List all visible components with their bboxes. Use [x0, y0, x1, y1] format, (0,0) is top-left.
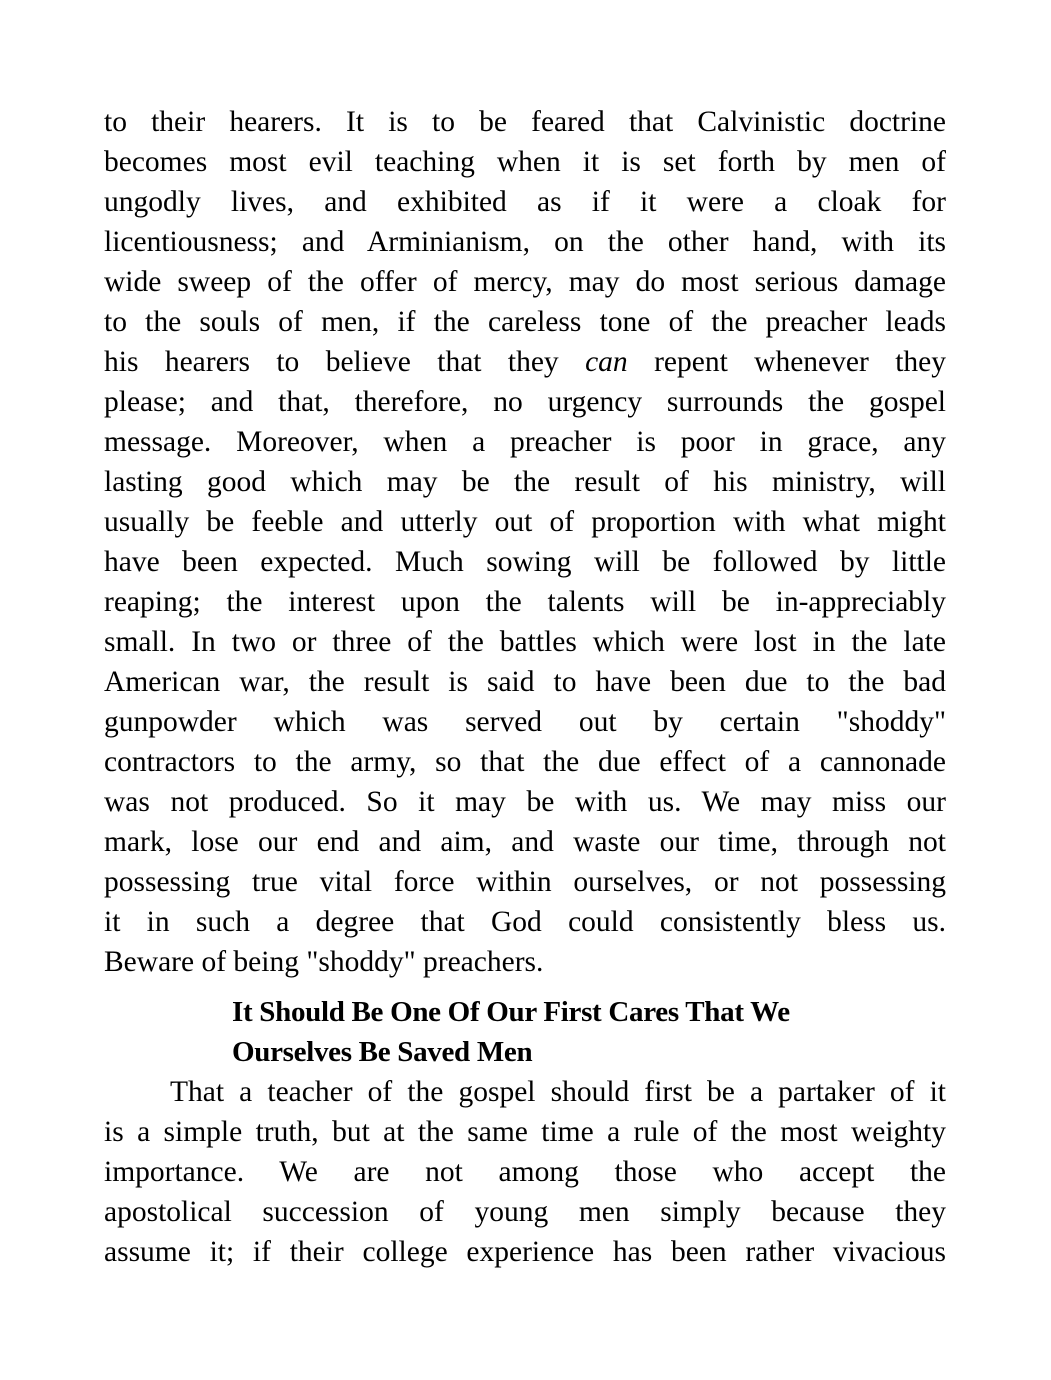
text-line: to their hearers. It is to be feared that Calvinistic doctrine — [104, 106, 946, 138]
text-line: lasting good which may be the result of his ministry, will — [104, 466, 946, 498]
text-line: have been expected. Much sowing will be followed by little — [104, 546, 946, 578]
text-line: Beware of being "shoddy" preachers. — [104, 946, 544, 978]
text-segment: his hearers to believe that they — [104, 346, 586, 378]
text-segment: repent whenever they — [627, 346, 946, 378]
page-body — [104, 102, 946, 1272]
paragraph-1 — [104, 102, 946, 982]
text-line: was not produced. So it may be with us. We may miss our — [104, 786, 946, 818]
text-line — [104, 342, 946, 382]
text-line: apostolical succession of young men simply because they — [104, 1196, 946, 1228]
text-line: American war, the result is said to have been due to the bad — [104, 666, 946, 698]
text-line: possessing true vital force within ourselves, or not possessing — [104, 866, 946, 898]
text-line: ungodly lives, and exhibited as if it were a cloak for — [104, 186, 946, 218]
text-line: is a simple truth, but at the same time a rule of the most weighty — [104, 1116, 946, 1148]
text-line: contractors to the army, so that the due effect of a cannonade — [104, 746, 946, 778]
text-line: becomes most evil teaching when it is set forth by men of — [104, 146, 946, 178]
text-line: wide sweep of the offer of mercy, may do most serious damage — [104, 266, 946, 298]
text-line: please; and that, therefore, no urgency surrounds the gospel — [104, 386, 946, 418]
paragraph-2 — [104, 1072, 946, 1272]
text-line: licentiousness; and Arminianism, on the other hand, with its — [104, 226, 946, 258]
heading-line: It Should Be One Of Our First Cares That We — [232, 996, 790, 1028]
text-line: usually be feeble and utterly out of proportion with what might — [104, 506, 946, 538]
text-line: That a teacher of the gospel should first be a partaker of it — [170, 1076, 946, 1108]
text-line: reaping; the interest upon the talents will be in-appreciably — [104, 586, 946, 618]
heading-line: Ourselves Be Saved Men — [232, 1036, 533, 1068]
text-line: importance. We are not among those who accept the — [104, 1156, 946, 1188]
text-line: to the souls of men, if the careless tone of the preacher leads — [104, 306, 946, 338]
text-line: gunpowder which was served out by certain "shoddy" — [104, 706, 946, 738]
emphasis-can: can — [585, 346, 628, 378]
text-line: it in such a degree that God could consistently bless us. — [104, 906, 946, 938]
text-line: assume it; if their college experience has been rather vivacious — [104, 1236, 946, 1268]
text-line: mark, lose our end and aim, and waste our time, through not — [104, 826, 946, 858]
text-line: message. Moreover, when a preacher is poor in grace, any — [104, 426, 946, 458]
text-line: small. In two or three of the battles which were lost in the late — [104, 626, 946, 658]
section-heading — [104, 992, 946, 1072]
